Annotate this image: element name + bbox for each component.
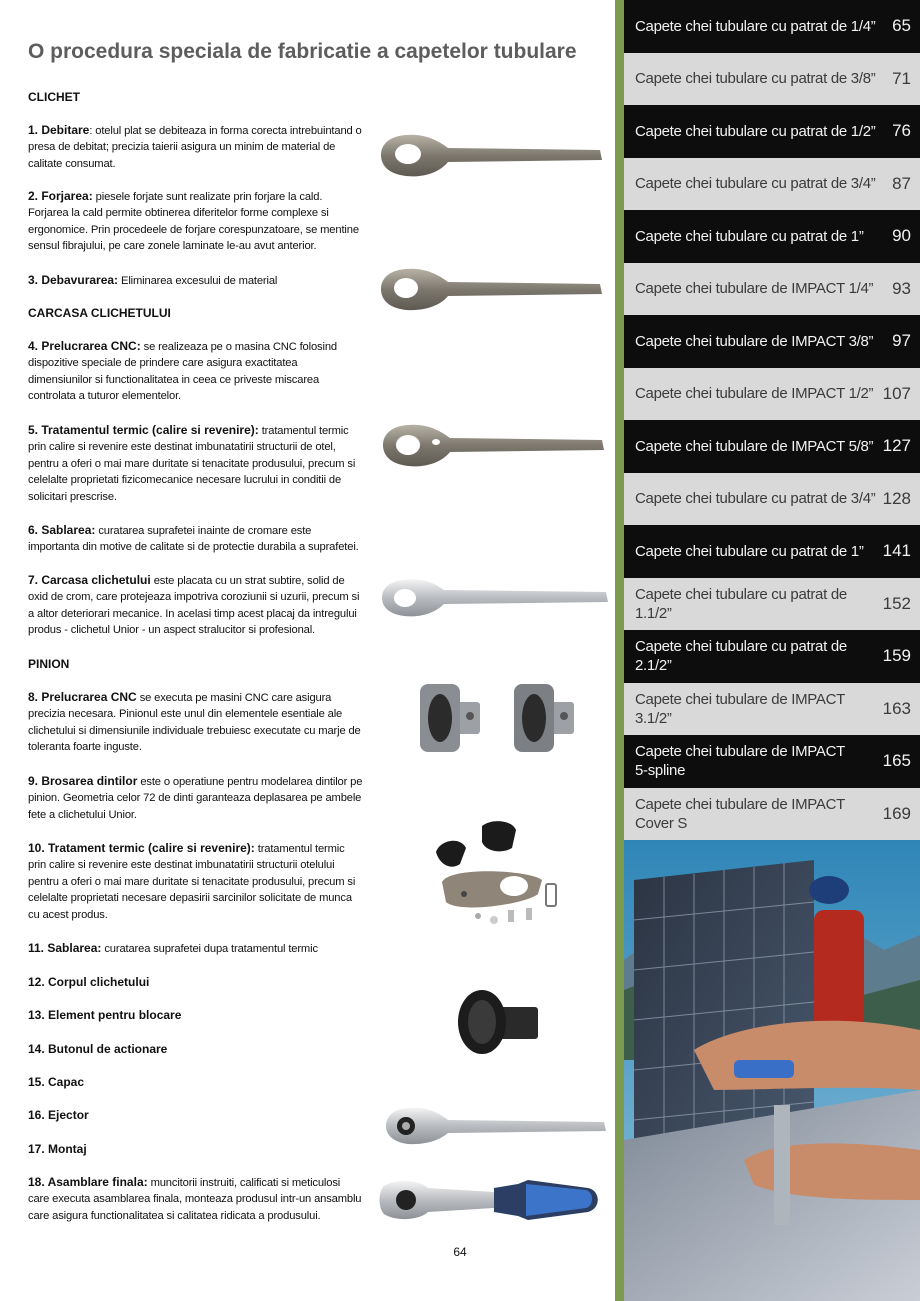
- step-paragraph: [28, 272, 363, 289]
- section-heading-carcasa: CARCASA CLICHETULUI: [28, 306, 171, 320]
- toc-item-label: Capete chei tubulare de IMPACT Cover S: [635, 795, 845, 832]
- accent-stripe: [615, 0, 624, 1301]
- toc-item-label: Capete chei tubulare cu patrat de 1”: [635, 227, 864, 245]
- toc-item[interactable]: [624, 263, 920, 316]
- step-text: este placata cu un strat subtire, solid de oxid de crom, care protejeaza impotriva coroziunii si uzurii, precum si a altor deteriorari mecanice. In acelasi timp acest placaj da intregului produs - clichetul Unior - un aspect stralucitor si profesional.: [28, 575, 360, 637]
- toc-item-label: Capete chei tubulare cu patrat de 2.1/2”: [635, 638, 847, 675]
- machined-body-illustration: [378, 420, 606, 470]
- forged-blank-illustration: [378, 130, 606, 180]
- step-paragraph: [28, 940, 363, 957]
- step-text: curatarea suprafetei dupa tratamentul termic: [101, 943, 318, 955]
- toc-item[interactable]: [624, 578, 920, 631]
- toc-item-page: 128: [882, 488, 911, 508]
- toc-item-label: Capete chei tubulare cu patrat de 1”: [635, 542, 864, 560]
- step-heading: 9. Brosarea dintilor: [28, 774, 138, 788]
- toc-item-label: Capete chei tubulare cu patrat de 1/4”: [635, 17, 876, 35]
- toc-item-label: Capete chei tubulare cu patrat de 3/4”: [635, 175, 876, 193]
- step-paragraph: [28, 1107, 363, 1124]
- step-heading: 12. Corpul clichetului: [28, 975, 150, 989]
- step-paragraph: [28, 1141, 363, 1158]
- toc-item-page: 90: [892, 226, 911, 246]
- step-paragraph: [28, 572, 363, 639]
- toc-item-label: Capete chei tubulare de IMPACT 5/8”: [635, 437, 874, 455]
- toc-item-page: 169: [882, 803, 911, 823]
- toc-item[interactable]: [624, 53, 920, 106]
- page-title: O procedura speciala de fabricatie a capetelor tubulare: [28, 40, 577, 63]
- section-heading-pinion: PINION: [28, 657, 70, 671]
- step-text: muncitorii instruiti, calificati si meticulosi care executa asamblarea finala, monteaza produsul intr-un ansamblu care asigura functionalitatea si calitatea ridicata a produsului.: [28, 1177, 362, 1222]
- toc-item[interactable]: [624, 158, 920, 211]
- step-paragraph: [28, 840, 363, 923]
- step-heading: 6. Sablarea:: [28, 523, 96, 537]
- step-heading: 7. Carcasa clichetului: [28, 573, 151, 587]
- toc-item[interactable]: [624, 473, 920, 526]
- parts-set-illustration: [430, 818, 565, 933]
- step-text: piesele forjate sunt realizate prin forjare la cald. Forjarea la cald permite obtinerea diferitelor forme complexe si ergonomice. Prin procedeele de forjare corespunzatoare, se mentine sensul fibrajului, pe care zonele laminate le-au avut anterior.: [28, 191, 359, 253]
- step-paragraph: [28, 522, 363, 556]
- ratchet-assembled-illustration: [376, 1174, 606, 1226]
- toc-item-label: Capete chei tubulare cu patrat de 3/4”: [635, 490, 876, 508]
- toc-item[interactable]: [624, 735, 920, 788]
- step-heading: 3. Debavurarea:: [28, 273, 119, 287]
- toc-item-label: Capete chei tubulare de IMPACT 5-spline: [635, 743, 845, 780]
- page-number: 64: [453, 1245, 467, 1259]
- toc-item-label: Capete chei tubulare cu patrat de 3/8”: [635, 70, 876, 88]
- toc-item-page: 163: [882, 698, 911, 718]
- chrome-body-illustration: [378, 574, 610, 620]
- step-heading: 2. Forjarea:: [28, 189, 93, 203]
- step-heading: 13. Element pentru blocare: [28, 1008, 182, 1022]
- step-heading: 17. Montaj: [28, 1142, 87, 1156]
- toc-item-label: Capete chei tubulare de IMPACT 3.1/2”: [635, 690, 845, 727]
- ratchet-body-illustration: [384, 1104, 608, 1146]
- step-paragraph: [28, 338, 363, 405]
- step-text: curatarea suprafetei inainte de cromare este importanta din motive de calitate si de protectie durabila a suprafetei.: [28, 525, 359, 554]
- step-text: este o operatiune pentru modelarea dintilor pe pinion. Geometria celor 72 de dinti garanteaza deplasarea pe ambele fete a clichetului Unior.: [28, 776, 363, 821]
- step-paragraph: [28, 1007, 363, 1024]
- step-heading: 8. Prelucrarea CNC: [28, 690, 137, 704]
- ratchet-head-illustration: [452, 985, 542, 1060]
- solar-panel-photo: [624, 840, 920, 1301]
- toc-item-page: 93: [892, 278, 911, 298]
- deburred-blank-illustration: [378, 265, 606, 313]
- toc-item[interactable]: [624, 210, 920, 263]
- toc-item[interactable]: [624, 525, 920, 578]
- toc-item[interactable]: [624, 0, 920, 53]
- step-heading: 4. Prelucrarea CNC:: [28, 339, 141, 353]
- step-heading: 15. Capac: [28, 1075, 85, 1089]
- toc-item-page: 127: [882, 436, 911, 456]
- step-heading: 11. Sablarea:: [28, 941, 102, 955]
- toc-item-page: 97: [892, 331, 911, 351]
- step-heading: 5. Tratamentul termic (calire si revenire):: [28, 423, 259, 437]
- step-heading: 18. Asamblare finala:: [28, 1175, 148, 1189]
- toc-item[interactable]: [624, 630, 920, 683]
- table-of-contents: [624, 0, 920, 840]
- step-text: se executa pe masini CNC care asigura precizia necesara. Pinionul este unul din elementele esentiale ale clichetului si dimensiunile individuale trebuiesc executate cu marje de toleranta foarte inguste.: [28, 692, 361, 754]
- toc-item-page: 159: [882, 646, 911, 666]
- step-heading: 10. Tratament termic (calire si revenire):: [28, 841, 255, 855]
- step-text: se realizeaza pe o masina CNC folosind dispozitive speciale de prindere care asigura exactitatea dimensiunilor si functionalitatea in ceea ce priveste miscarea controlata a tuturor elementelor.: [28, 341, 337, 403]
- step-paragraph: [28, 122, 363, 172]
- toc-item-page: 71: [892, 68, 911, 88]
- toc-item-label: Capete chei tubulare de IMPACT 1/2”: [635, 385, 874, 403]
- toc-item[interactable]: [624, 788, 920, 841]
- toc-item-page: 65: [892, 16, 911, 36]
- toc-item[interactable]: [624, 368, 920, 421]
- toc-item-page: 87: [892, 173, 911, 193]
- toc-item-page: 141: [882, 541, 911, 561]
- step-paragraph: [28, 1041, 363, 1058]
- step-heading: 14. Butonul de actionare: [28, 1042, 168, 1056]
- step-paragraph: [28, 773, 363, 823]
- step-paragraph: [28, 974, 363, 991]
- step-paragraph: [28, 689, 363, 756]
- toc-item[interactable]: [624, 315, 920, 368]
- step-text: tratamentul termic prin calire si revenire este destinat imbunatatirii structurii de otel, pentru a oferi o mai mare duritate si tenacitate produsului, precum si celelalte proprietati fizicomecanice necesare lucrului in conditii de solicitari prescrise.: [28, 425, 356, 503]
- toc-item-label: Capete chei tubulare cu patrat de 1/2”: [635, 122, 876, 140]
- pinion-illustration: [414, 680, 594, 756]
- toc-item[interactable]: [624, 420, 920, 473]
- toc-item-page: 107: [882, 383, 911, 403]
- step-heading: 16. Ejector: [28, 1108, 89, 1122]
- step-heading: 1. Debitare: [28, 123, 90, 137]
- step-paragraph: [28, 422, 363, 505]
- step-text: : otelul plat se debiteaza in forma corecta intrebuintand o presa de debitat; precizia taierii asigura un minim de material de calitate consumat.: [28, 125, 362, 170]
- toc-item[interactable]: [624, 105, 920, 158]
- toc-item-label: Capete chei tubulare de IMPACT 1/4”: [635, 280, 874, 298]
- toc-item[interactable]: [624, 683, 920, 736]
- step-paragraph: [28, 188, 363, 255]
- toc-item-page: 165: [882, 751, 911, 771]
- step-text: Eliminarea excesului de material: [118, 275, 278, 287]
- section-heading-clichet: CLICHET: [28, 90, 80, 104]
- toc-item-page: 152: [882, 593, 911, 613]
- toc-item-label: Capete chei tubulare de IMPACT 3/8”: [635, 332, 874, 350]
- step-paragraph: [28, 1074, 363, 1091]
- toc-item-page: 76: [892, 121, 911, 141]
- toc-item-label: Capete chei tubulare cu patrat de 1.1/2”: [635, 585, 847, 622]
- step-text: tratamentul termic prin calire si revenire este destinat imbunatatirii structurii otelului pentru a oferi o mai mare duritate si tenacitate produsului, precum si celelalte proprietati necesare depasirii sarcinilor solicitate de munca cu acest produs.: [28, 843, 356, 921]
- step-paragraph: [28, 1174, 363, 1224]
